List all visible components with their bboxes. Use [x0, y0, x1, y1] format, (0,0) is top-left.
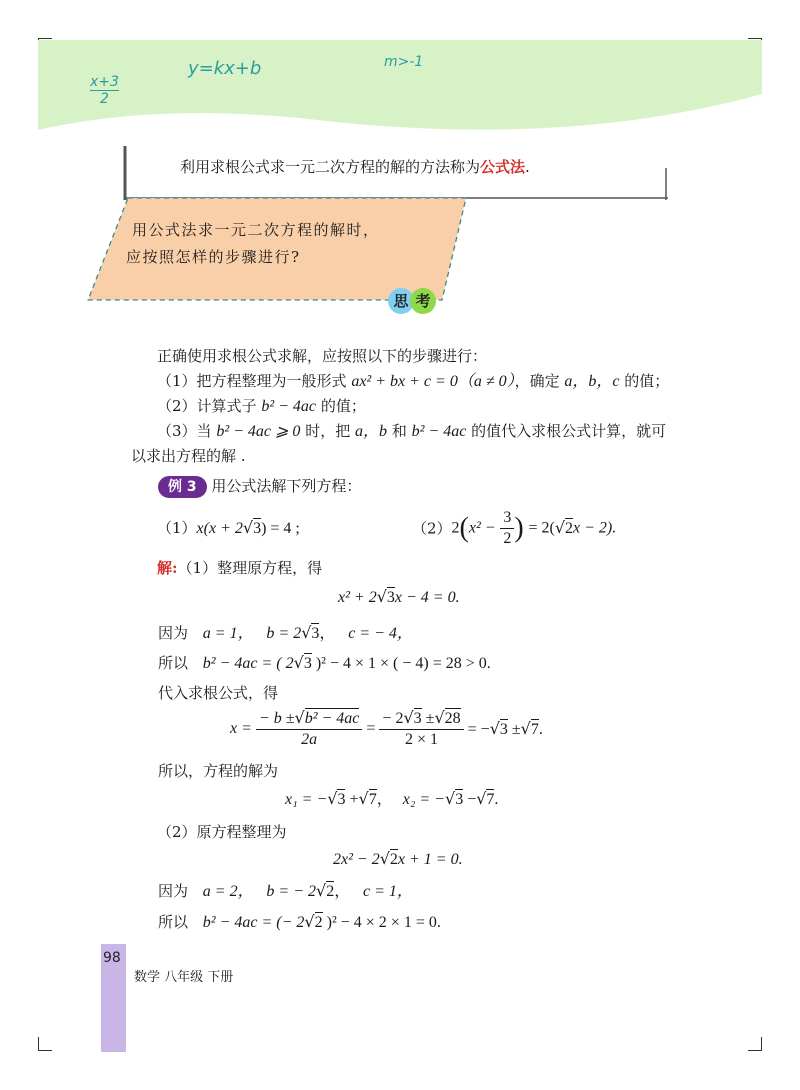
so-solutions: 所以，方程的解为: [158, 762, 279, 780]
example-badge: 例 3: [158, 476, 207, 498]
example-header: [158, 476, 361, 498]
question-line-1: 用公式法求一元二次方程的解时，: [132, 221, 380, 239]
crop-mark: [38, 1037, 39, 1051]
so-2: 所以 b² − 4ac = (− 2√2 )² − 4 × 2 × 1 = 0.: [158, 912, 441, 931]
think-char-2: 考: [410, 288, 436, 314]
step-3-cont: 以求出方程的解 .: [131, 447, 246, 465]
problem-2: （2）2(x² − $\frac{3}{2}$ ) = 2(√2x − 2).: [412, 509, 617, 547]
substitute-line: 代入求根公式，得: [158, 684, 279, 702]
example-prompt: 用公式法解下列方程：: [211, 477, 362, 495]
because-1: 因为 a = 1， b = 2√3， c = − 4，: [158, 623, 413, 642]
step-2: （2）计算式子 b² − 4ac 的值；: [157, 397, 366, 415]
because-2: 因为 a = 2， b = − 2√2， c = 1，: [158, 881, 413, 900]
part-2-line: （2）原方程整理为: [157, 823, 287, 841]
quadratic-formula: x = $\frac{\text{− b ±√b² − 4ac}}{2a}$ = $\frac{- 2√3 \pm√28}{2 \times 1}$ = −√3 ±√7.: [230, 708, 543, 748]
step-1: （1）把方程整理为一般形式 ax² + bx + c = 0（a ≠ 0），确定 a，b，c 的值；: [157, 372, 670, 390]
equation-1: x² + 2√3x − 4 = 0.: [338, 587, 460, 606]
question-box: [0, 0, 800, 320]
roots: x₁ = −√3 +√7， x₂ = −√3 −√7.: [285, 789, 499, 808]
definition-text: 利用求根公式求一元二次方程的解的方法称为公式法.: [180, 158, 530, 176]
page-number: 98: [103, 950, 121, 966]
solution-line-1: 解:（1）整理原方程，得: [157, 559, 323, 577]
think-char-1: 思: [388, 288, 414, 314]
term-formula-method: 公式法: [480, 158, 526, 176]
handwriting-inequality: m>-1: [384, 54, 424, 70]
crop-mark: [748, 1050, 762, 1051]
handwriting-fraction: x+3 2: [90, 74, 119, 107]
equation-2: 2x² − 2√2x + 1 = 0.: [333, 849, 463, 868]
problem-1: （1）x(x + 2√3) = 4 ;: [157, 518, 300, 537]
think-badge: [388, 288, 436, 314]
steps-intro: 正确使用求根公式求解，应按照以下的步骤进行：: [157, 347, 488, 365]
step-3: （3）当 b² − 4ac ⩾ 0 时，把 a，b 和 b² − 4ac 的值代入求根公式计算，就可: [157, 422, 667, 440]
book-title: 数学 八年级 下册: [134, 970, 234, 985]
crop-mark: [761, 1037, 762, 1051]
question-line-2: 应按照怎样的步骤进行?: [126, 248, 301, 266]
so-1: 所以 b² − 4ac = ( 2√3 )² − 4 × 1 × ( − 4) = 28 > 0.: [158, 653, 491, 672]
crop-mark: [38, 1050, 52, 1051]
handwriting-linear: y=kx+b: [188, 58, 262, 79]
solution-label: 解:: [157, 559, 178, 577]
